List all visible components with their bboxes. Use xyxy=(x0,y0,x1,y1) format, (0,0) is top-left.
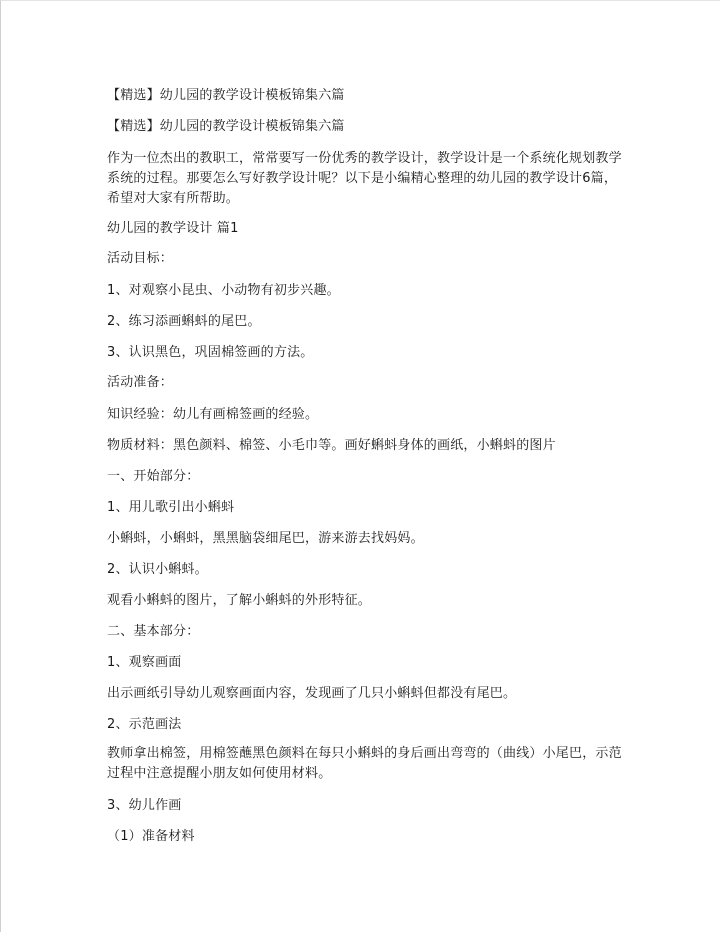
text-line: 知识经验：幼儿有画棉签画的经验。 xyxy=(107,407,319,422)
text-line: 活动准备： xyxy=(107,375,174,390)
text-line: 二、基本部分： xyxy=(107,624,200,639)
text-line: 2、认识小蝌蚪。 xyxy=(107,562,208,577)
text-line: 1、对观察小昆虫、小动物有初步兴趣。 xyxy=(107,283,340,298)
text-line: 2、示范画法 xyxy=(107,717,182,732)
text-line: 1、观察画面 xyxy=(107,655,182,670)
text-line: 2、练习添画蝌蚪的尾巴。 xyxy=(107,314,261,329)
text-line: 小蝌蚪，小蝌蚪，黑黑脑袋细尾巴，游来游去找妈妈。 xyxy=(107,531,424,546)
text-line: 物质材料：黑色颜料、棉签、小毛巾等。画好蝌蚪身体的画纸，小蝌蚪的图片 xyxy=(107,438,556,453)
text-line: （1）准备材料 xyxy=(107,829,195,844)
text-line: 观看小蝌蚪的图片，了解小蝌蚪的外形特征。 xyxy=(107,593,372,608)
text-line: 3、认识黑色，巩固棉签画的方法。 xyxy=(107,345,314,360)
document-title: 【精选】幼儿园的教学设计模板锦集六篇 xyxy=(107,88,345,103)
text-line: 1、用儿歌引出小蝌蚪 xyxy=(107,500,235,515)
section-title: 幼儿园的教学设计 篇1 xyxy=(107,221,239,236)
text-line: 一、开始部分： xyxy=(107,469,200,484)
intro-paragraph: 作为一位杰出的教职工，常常要写一份优秀的教学设计，教学设计是一个系统化规划教学系统的过程。那要怎么写好教学设计呢？以下是小编精心整理的幼儿园的教学设计6篇，希望对大家有所帮助。 xyxy=(107,151,622,206)
text-line: 活动目标： xyxy=(107,251,174,266)
text-paragraph: 教师拿出棉签，用棉签蘸黑色颜料在每只小蝌蚪的身后画出弯弯的（曲线）小尾巴，示范过程中注意提醒小朋友如何使用材料。 xyxy=(107,746,622,781)
text-line: 出示画纸引导幼儿观察画面内容，发现画了几只小蝌蚪但都没有尾巴。 xyxy=(107,686,517,701)
text-line: 3、幼儿作画 xyxy=(107,798,182,813)
document-heading: 【精选】幼儿园的教学设计模板锦集六篇 xyxy=(107,119,345,134)
